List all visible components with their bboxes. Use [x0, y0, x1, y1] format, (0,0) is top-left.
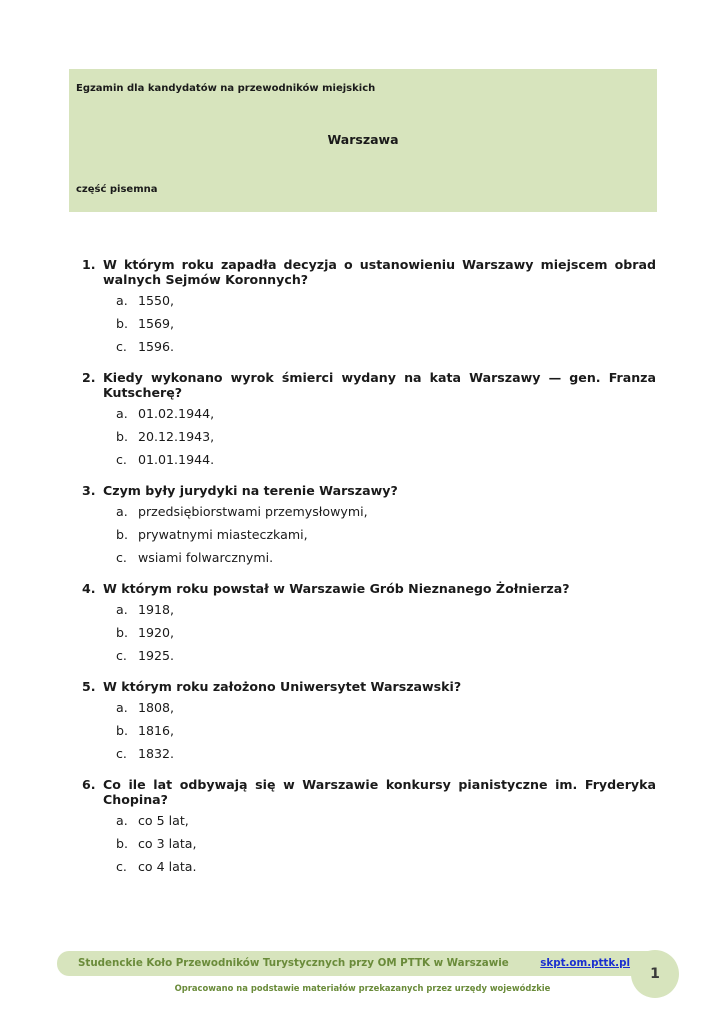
answer-option	[82, 527, 656, 550]
question-text: W którym roku założono Uniwersytet Warszawski?	[103, 679, 462, 694]
answer-text: 1920,	[138, 625, 175, 640]
question-6	[82, 777, 656, 882]
answer-option	[82, 813, 656, 836]
question-3	[82, 483, 656, 573]
footer-organization: Studenckie Koło Przewodników Turystycznych przy OM PTTK w Warszawie	[78, 957, 509, 969]
answer-letter: c.	[116, 648, 127, 663]
question-4	[82, 581, 656, 671]
answer-option	[82, 700, 656, 723]
question-number: 3.	[82, 483, 96, 498]
answer-text: 20.12.1943,	[138, 429, 215, 444]
answer-text: 1832.	[138, 746, 175, 761]
footer-bar	[57, 951, 657, 976]
answer-letter: a.	[116, 813, 128, 828]
answer-letter: c.	[116, 339, 127, 354]
answer-letter: c.	[116, 452, 127, 467]
answer-option	[82, 859, 656, 882]
answer-option	[82, 339, 656, 362]
answer-text: wsiami folwarcznymi.	[138, 550, 274, 565]
question-text: Czym były jurydyki na terenie Warszawy?	[103, 483, 398, 498]
answer-text: 1925.	[138, 648, 175, 663]
question-1	[82, 257, 656, 362]
answer-text: prywatnymi miasteczkami,	[138, 527, 308, 542]
exam-header-part: część pisemna	[76, 184, 158, 195]
answer-option	[82, 316, 656, 339]
answer-option	[82, 625, 656, 648]
answer-text: co 3 lata,	[138, 836, 197, 851]
answer-letter: b.	[116, 836, 128, 851]
answer-letter: c.	[116, 859, 127, 874]
exam-header-box	[69, 69, 657, 212]
question-text: W którym roku powstał w Warszawie Grób Nieznanego Żołnierza?	[103, 581, 570, 596]
question-text: Co ile lat odbywają się w Warszawie konkursy pianistyczne im. Fryderyka Chopina?	[103, 777, 656, 807]
question-2	[82, 370, 656, 475]
answer-letter: a.	[116, 504, 128, 519]
answer-option	[82, 648, 656, 671]
answer-option	[82, 293, 656, 316]
answer-text: 1569,	[138, 316, 175, 331]
answer-text: 1808,	[138, 700, 175, 715]
answer-option	[82, 406, 656, 429]
exam-header-subtitle: Egzamin dla kandydatów na przewodników miejskich	[76, 83, 376, 94]
answer-option	[82, 550, 656, 573]
answer-letter: b.	[116, 527, 128, 542]
answer-option	[82, 429, 656, 452]
question-5	[82, 679, 656, 769]
question-number: 5.	[82, 679, 96, 694]
question-list	[82, 257, 656, 890]
answer-text: 1918,	[138, 602, 175, 617]
answer-option	[82, 602, 656, 625]
answer-letter: c.	[116, 746, 127, 761]
answer-letter: c.	[116, 550, 127, 565]
answer-text: co 4 lata.	[138, 859, 197, 874]
question-number: 4.	[82, 581, 96, 596]
answer-text: przedsiębiorstwami przemysłowymi,	[138, 504, 368, 519]
question-text: Kiedy wykonano wyrok śmierci wydany na kata Warszawy — gen. Franza Kutscherę?	[103, 370, 656, 400]
answer-letter: a.	[116, 602, 128, 617]
question-number: 2.	[82, 370, 96, 385]
answer-option	[82, 746, 656, 769]
exam-header-title: Warszawa	[327, 132, 399, 147]
answer-text: 01.02.1944,	[138, 406, 215, 421]
footer-note: Opracowano na podstawie materiałów przekazanych przez urzędy wojewódzkie	[174, 983, 551, 993]
answer-option	[82, 723, 656, 746]
answer-text: 1816,	[138, 723, 175, 738]
footer-website-link[interactable]: skpt.om.pttk.pl	[540, 957, 630, 969]
answer-text: co 5 lat,	[138, 813, 189, 828]
answer-text: 1550,	[138, 293, 175, 308]
answer-letter: b.	[116, 723, 128, 738]
answer-text: 01.01.1944.	[138, 452, 215, 467]
answer-letter: a.	[116, 293, 128, 308]
answer-option	[82, 836, 656, 859]
question-number: 6.	[82, 777, 96, 792]
answer-letter: b.	[116, 316, 128, 331]
answer-letter: b.	[116, 625, 128, 640]
question-text: W którym roku zapadła decyzja o ustanowieniu Warszawy miejscem obrad walnych Sejmów Koronnych?	[103, 257, 656, 287]
page-number: 1	[650, 966, 660, 982]
answer-option	[82, 504, 656, 527]
question-number: 1.	[82, 257, 96, 272]
answer-letter: a.	[116, 700, 128, 715]
answer-option	[82, 452, 656, 475]
answer-text: 1596.	[138, 339, 175, 354]
answer-letter: a.	[116, 406, 128, 421]
answer-letter: b.	[116, 429, 128, 444]
